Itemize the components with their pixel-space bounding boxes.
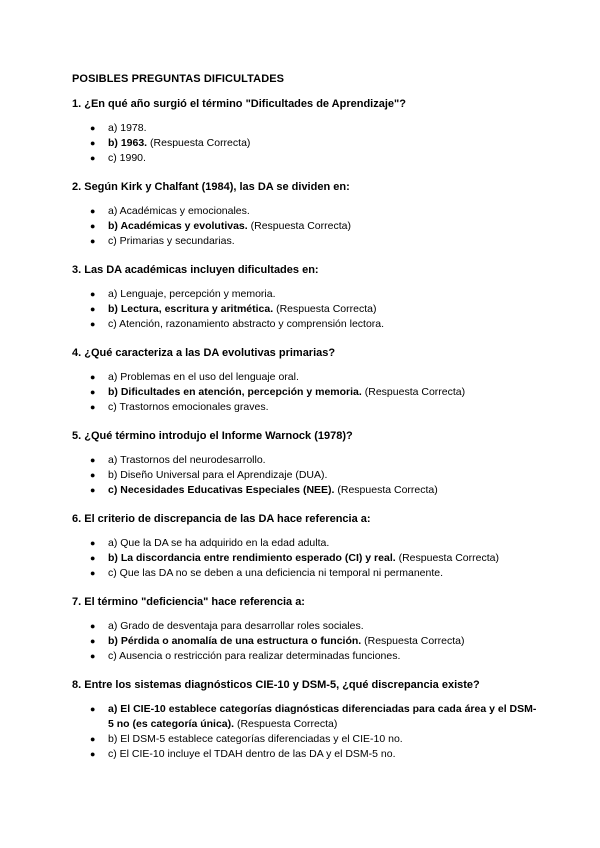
answer-options-list [72,287,542,332]
option-text: a) Grado de desventaja para desarrollar roles sociales. [108,620,364,632]
bullet-icon: ● [90,636,96,646]
answer-option [72,317,542,332]
correct-answer-marker: (Respuesta Correcta) [337,484,438,496]
answer-options-list [72,370,542,415]
answer-option [72,400,542,415]
question-block [72,596,542,664]
option-text: c) El CIE-10 incluye el TDAH dentro de las DA y el DSM-5 no. [108,748,396,760]
option-text: a) 1978. [108,122,147,134]
bullet-icon: ● [90,553,96,563]
answer-option [72,732,542,747]
correct-answer-marker: (Respuesta Correcta) [364,386,466,398]
correct-answer-marker: (Respuesta Correcta) [250,220,351,232]
answer-option [72,370,542,385]
answer-options-list [72,619,542,664]
question-block [72,181,542,249]
bullet-icon: ● [90,568,96,578]
bullet-icon: ● [90,319,96,329]
correct-answer-marker: (Respuesta Correcta) [150,137,251,149]
option-text: b) Diseño Universal para el Aprendizaje (DUA). [108,469,328,481]
correct-option-text: b) La discordancia entre rendimiento esperado (CI) y real. [108,552,396,564]
answer-option [72,566,542,581]
correct-option-text: b) Académicas y evolutivas. [108,220,248,232]
bullet-icon: ● [90,749,96,759]
option-text: a) Lenguaje, percepción y memoria. [108,288,276,300]
answer-option [72,483,542,498]
answer-option [72,468,542,483]
answer-option [72,136,542,151]
question-title: 1. ¿En qué año surgió el término "Dificultades de Aprendizaje"? [72,98,406,110]
answer-option [72,121,542,136]
correct-option-text: c) Necesidades Educativas Especiales (NEE). [108,484,335,496]
option-text: b) El DSM-5 establece categorías diferenciadas y el CIE-10 no. [108,733,403,745]
answer-options-list [72,536,542,581]
question-title: 4. ¿Qué caracteriza a las DA evolutivas primarias? [72,347,336,359]
question-block [72,513,542,581]
option-text: a) Problemas en el uso del lenguaje oral. [108,371,299,383]
answer-option [72,287,542,302]
answer-options-list [72,204,542,249]
answer-option [72,453,542,468]
bullet-icon: ● [90,402,96,412]
answer-options-list [72,121,542,166]
answer-option [72,649,542,664]
bullet-icon: ● [90,372,96,382]
question-block [72,264,542,332]
bullet-icon: ● [90,538,96,548]
option-text: c) Primarias y secundarias. [108,235,235,247]
bullet-icon: ● [90,123,96,133]
answer-option [72,204,542,219]
question-title: 5. ¿Qué término introdujo el Informe Warnock (1978)? [72,430,353,442]
correct-option-text: b) Lectura, escritura y aritmética. [108,303,274,315]
bullet-icon: ● [90,206,96,216]
bullet-icon: ● [90,621,96,631]
option-text: c) Ausencia o restricción para realizar determinadas funciones. [108,650,401,662]
answer-option [72,619,542,634]
answer-option [72,234,542,249]
option-text: c) 1990. [108,152,146,164]
question-title: 8. Entre los sistemas diagnósticos CIE-10 y DSM-5, ¿qué discrepancia existe? [72,679,480,691]
question-block [72,679,542,762]
option-text: a) Que la DA se ha adquirido en la edad adulta. [108,537,330,549]
bullet-icon: ● [90,387,96,397]
answer-options-list [72,702,542,762]
option-text: a) Académicas y emocionales. [108,205,250,217]
correct-answer-marker: (Respuesta Correcta) [276,303,377,315]
bullet-icon: ● [90,734,96,744]
bullet-icon: ● [90,470,96,480]
correct-answer-marker: (Respuesta Correcta) [364,635,465,647]
answer-option [72,702,542,732]
bullet-icon: ● [90,651,96,661]
question-block [72,430,542,498]
question-title: 6. El criterio de discrepancia de las DA hace referencia a: [72,513,371,525]
question-block [72,98,542,166]
question-title: 7. El término "deficiencia" hace referencia a: [72,596,305,608]
option-text: c) Que las DA no se deben a una deficiencia ni temporal ni permanente. [108,567,444,579]
option-text: c) Atención, razonamiento abstracto y comprensión lectora. [108,318,385,330]
answer-option [72,385,542,400]
correct-option-text: b) Dificultades en atención, percepción y memoria. [108,386,362,398]
bullet-icon: ● [90,455,96,465]
bullet-icon: ● [90,304,96,314]
answer-option [72,634,542,649]
document-title: POSIBLES PREGUNTAS DIFICULTADES [72,73,285,85]
bullet-icon: ● [90,485,96,495]
bullet-icon: ● [90,153,96,163]
correct-answer-marker: (Respuesta Correcta) [236,718,338,730]
correct-option-text: a) El CIE-10 establece categorías diagnósticas diferenciadas para cada área y el DSM-5 no (es categoría única). [108,703,537,730]
correct-answer-marker: (Respuesta Correcta) [398,552,499,564]
answer-option [72,536,542,551]
answer-option [72,151,542,166]
question-block [72,347,542,415]
correct-option-text: b) 1963. [108,137,148,149]
answer-option [72,219,542,234]
answer-option [72,551,542,566]
option-text: c) Trastornos emocionales graves. [108,401,269,413]
bullet-icon: ● [90,236,96,246]
bullet-icon: ● [90,138,96,148]
answer-option [72,747,542,762]
bullet-icon: ● [90,704,96,714]
question-title: 2. Según Kirk y Chalfant (1984), las DA se dividen en: [72,181,350,193]
correct-option-text: b) Pérdida o anomalía de una estructura o función. [108,635,362,647]
bullet-icon: ● [90,289,96,299]
answer-options-list [72,453,542,498]
option-text: a) Trastornos del neurodesarrollo. [108,454,266,466]
bullet-icon: ● [90,221,96,231]
answer-option [72,302,542,317]
question-title: 3. Las DA académicas incluyen dificultades en: [72,264,319,276]
